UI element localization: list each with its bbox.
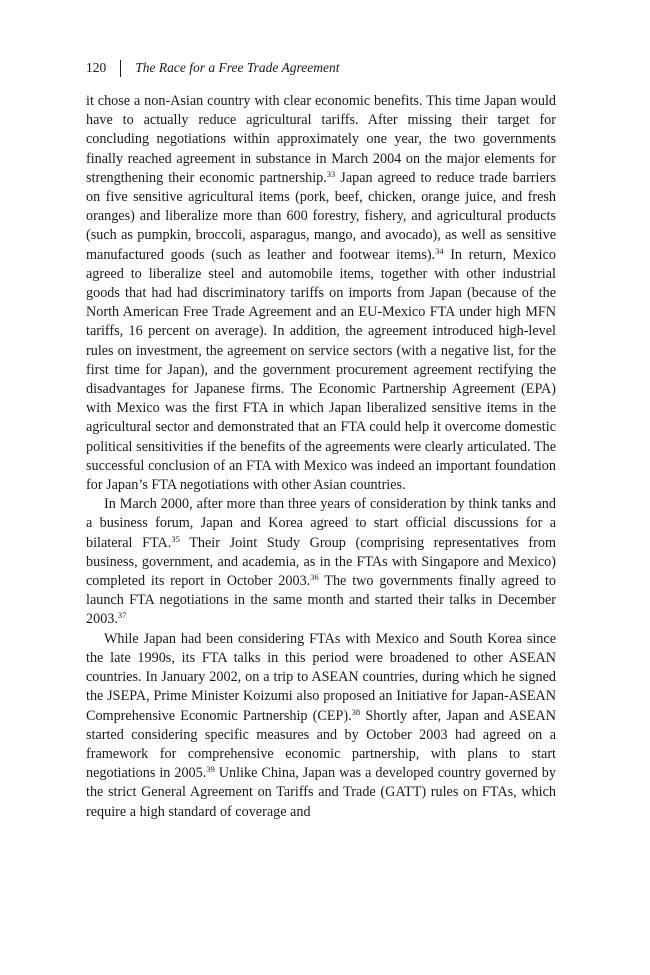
running-title: The Race for a Free Trade Agreement [135,60,340,75]
text-run: In March 2000, after more than three years of consideration by think tanks and a business forum, Japan and Korea agreed to start official discussions for a bilateral FTA. [86,496,556,551]
footnote-ref: 37 [117,610,127,621]
text-run: While Japan had been considering FTAs with Mexico and South Korea since the late 1990s, its FTA talks in this period were broadened to other ASEAN countries. In January 2002, on a trip to ASEAN countries, during which he signed the JSEPA, Prime Minister Koizumi also proposed an Initiative for Japan-ASEAN Comprehensive Economic Partnership (CEP). [86,630,556,724]
text-run: Unlike China, Japan was a developed country governed by the strict General Agreement on Tariffs and Trade (GATT) rules on FTAs, which require a high standard of coverage and [86,765,556,820]
paragraph [86,92,556,495]
footnote-ref: 38 [351,706,361,717]
text-run: Their Joint Study Group (comprising representatives from business, government, and academia, as in the FTAs with Singapore and Mexico) completed its report in October 2003. [86,534,556,590]
text-run: In return, Mexico agreed to liberalize steel and automobile items, together with other industrial goods that had had discriminatory tariffs on imports from Japan (because of the North American Free Trade Agreement and an EU-Mexico FTA under high MFN tariffs, 16 percent on average). In addition, the agreement introduced high-level rules on investment, the agreement on service sectors (with a negative list, for the first time for Japan), and the government procurement agreement rectifying the disadvantages for Japanese firms. The Economic Partnership Agreement (EPA) with Mexico was the first FTA in which Japan liberalized sensitive items in the agricultural sector and demonstrated that an FTA could help it overcome domestic political sensitivities if the benefits of the agreements were clearly articulated. The successful conclusion of an FTA with Mexico was indeed an important foundation for Japan’s FTA negotiations with other Asian countries. [86,246,556,494]
text-run: The two governments finally agreed to launch FTA negotiations in the same month and started their talks in December 2003. [86,573,556,628]
running-head [86,58,556,78]
footnote-ref: 36 [310,572,319,583]
footnote-ref: 33 [326,168,336,179]
paragraph [86,495,556,629]
footnote-ref: 34 [435,245,444,256]
paragraph [86,630,556,822]
body-text [86,92,556,822]
header-divider [120,60,121,77]
footnote-ref: 35 [171,533,180,544]
text-run: it chose a non-Asian country with clear economic benefits. This time Japan would have to actually reduce agricultural tariffs. After missing their target for concluding negotiations within approximately one year, the two governments finally reached agreement in substance in March 2004 on the major elements for strengthening their economic partnership. [86,93,556,186]
book-page [86,58,556,822]
footnote-ref: 39 [206,764,215,775]
text-run: Shortly after, Japan and ASEAN started considering specific measures and by October 2003 had agreed on a framework for comprehensive economic partnership, with plans to start negotiations in 2005. [86,707,556,782]
text-run: Japan agreed to reduce trade barriers on five sensitive agricultural items (pork, beef, chicken, orange juice, and fresh oranges) and liberalize more than 600 forestry, fishery, and agricultural products (such as pumpkin, broccoli, asparagus, mango, and avocado), as well as sensitive manufactured goods (such as leather and footwear items). [86,169,557,263]
page-number: 120 [86,60,107,75]
